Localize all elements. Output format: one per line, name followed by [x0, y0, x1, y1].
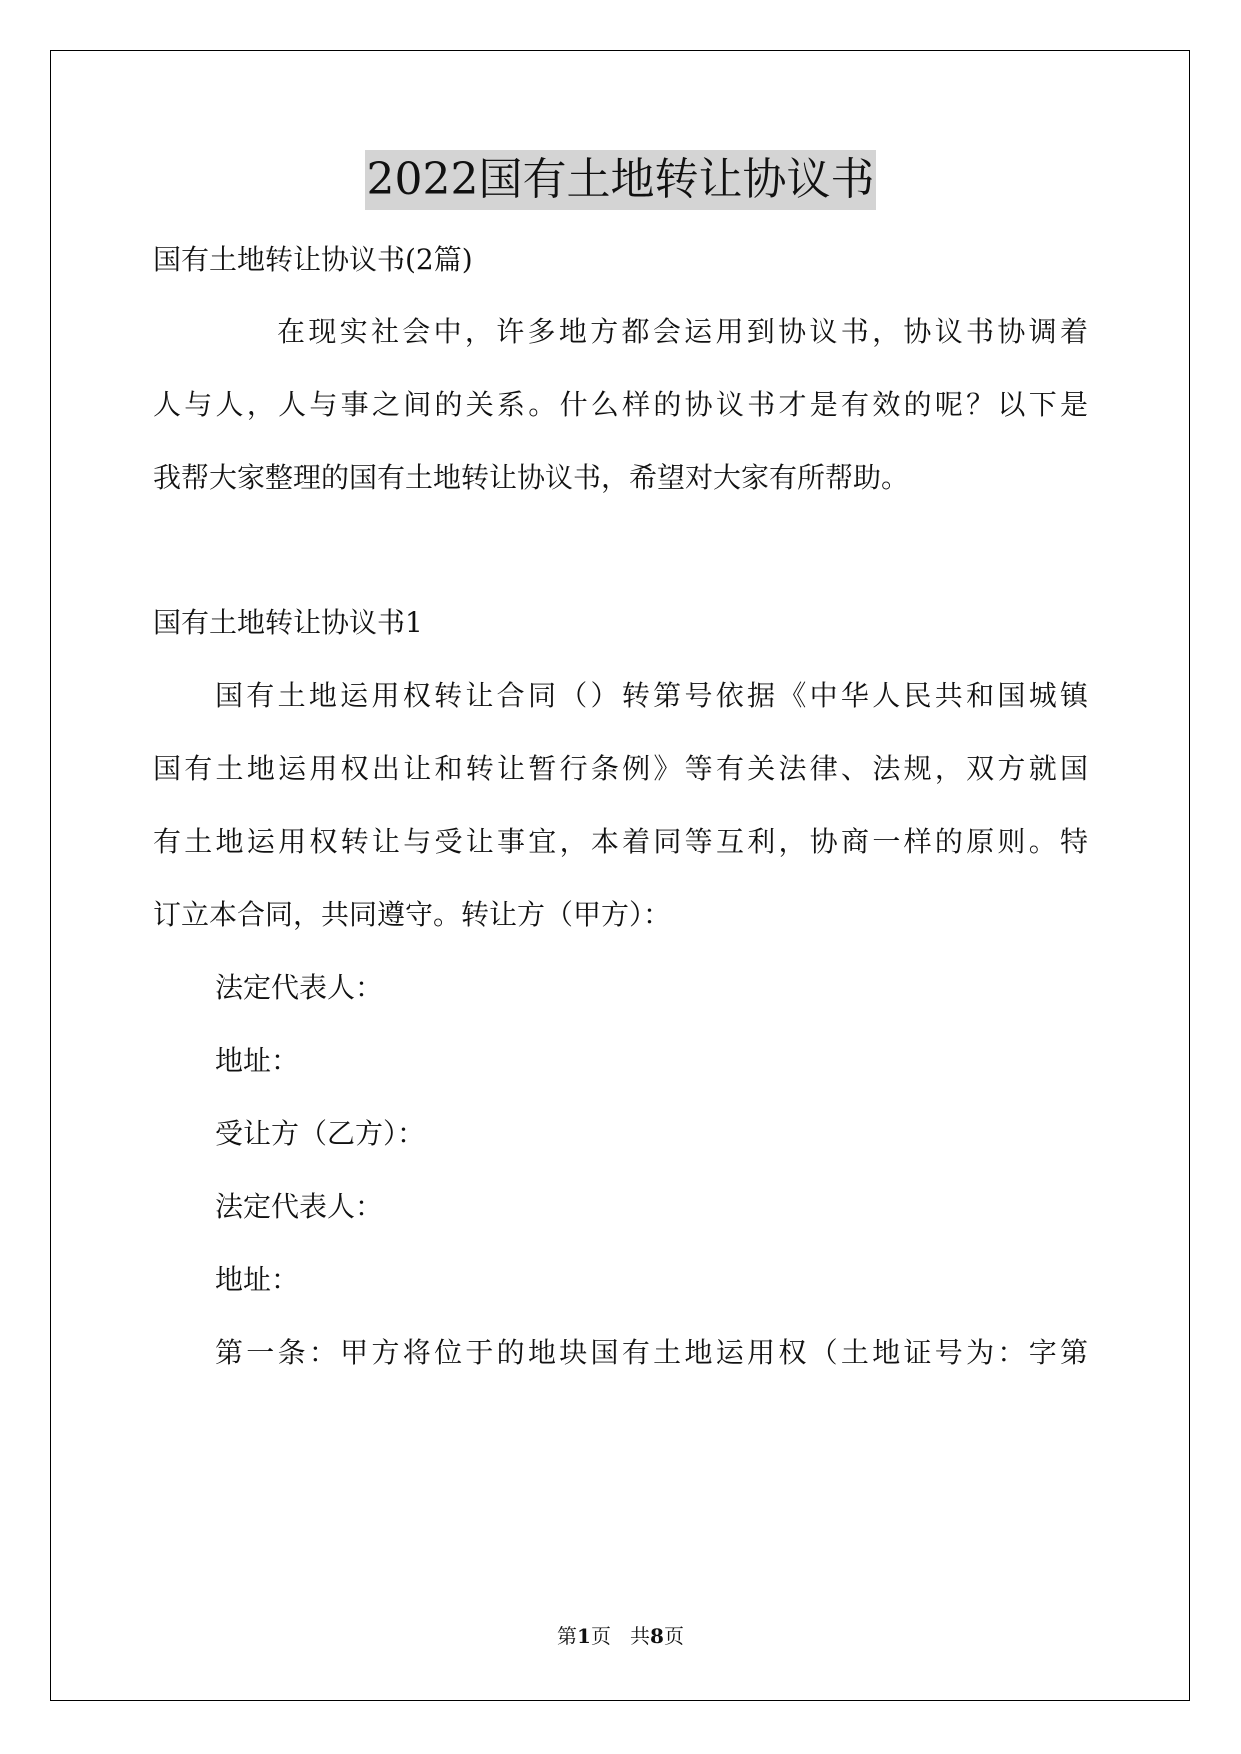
- field-address-b: 地址：: [215, 1263, 300, 1296]
- title-container: [0, 150, 1241, 210]
- intro-line-3: 我帮大家整理的国有土地转让协议书，希望对大家有所帮助。: [153, 461, 910, 494]
- footer-total-unit: 页: [663, 1624, 684, 1648]
- footer-page-number: 1: [577, 1624, 591, 1648]
- article-one: 第一条：甲方将位于的地块国有土地运用权（土地证号为：字第: [215, 1336, 1088, 1369]
- field-legal-rep-b: 法定代表人：: [215, 1190, 384, 1223]
- section-heading: 国有土地转让协议书1: [153, 606, 423, 639]
- intro-line-2: 人与人，人与事之间的关系。什么样的协议书才是有效的呢？以下是: [153, 388, 1088, 421]
- document-title: 2022国有土地转让协议书: [365, 150, 877, 210]
- page-border: [50, 50, 1190, 1701]
- field-transferee: 受让方（乙方）：: [215, 1117, 426, 1150]
- footer-total-pages: 8: [650, 1624, 664, 1648]
- contract-line-2: 国有土地运用权出让和转让暂行条例》等有关法律、法规，双方就国: [153, 752, 1088, 785]
- field-legal-rep-a: 法定代表人：: [215, 971, 384, 1004]
- intro-line-1: 在现实社会中，许多地方都会运用到协议书，协议书协调着: [277, 315, 1088, 348]
- footer-page-unit: 页: [590, 1624, 611, 1648]
- document-subtitle: 国有土地转让协议书(2篇): [153, 243, 473, 276]
- footer-total-prefix: 共: [630, 1624, 651, 1648]
- page-footer: [0, 1623, 1241, 1649]
- contract-line-3: 有土地运用权转让与受让事宜，本着同等互利，协商一样的原则。特: [153, 825, 1088, 858]
- contract-line-4: 订立本合同，共同遵守。转让方（甲方）：: [153, 898, 672, 931]
- footer-prefix: 第: [557, 1624, 578, 1648]
- contract-line-1: 国有土地运用权转让合同（）转第号依据《中华人民共和国城镇: [215, 679, 1088, 712]
- field-address-a: 地址：: [215, 1044, 300, 1077]
